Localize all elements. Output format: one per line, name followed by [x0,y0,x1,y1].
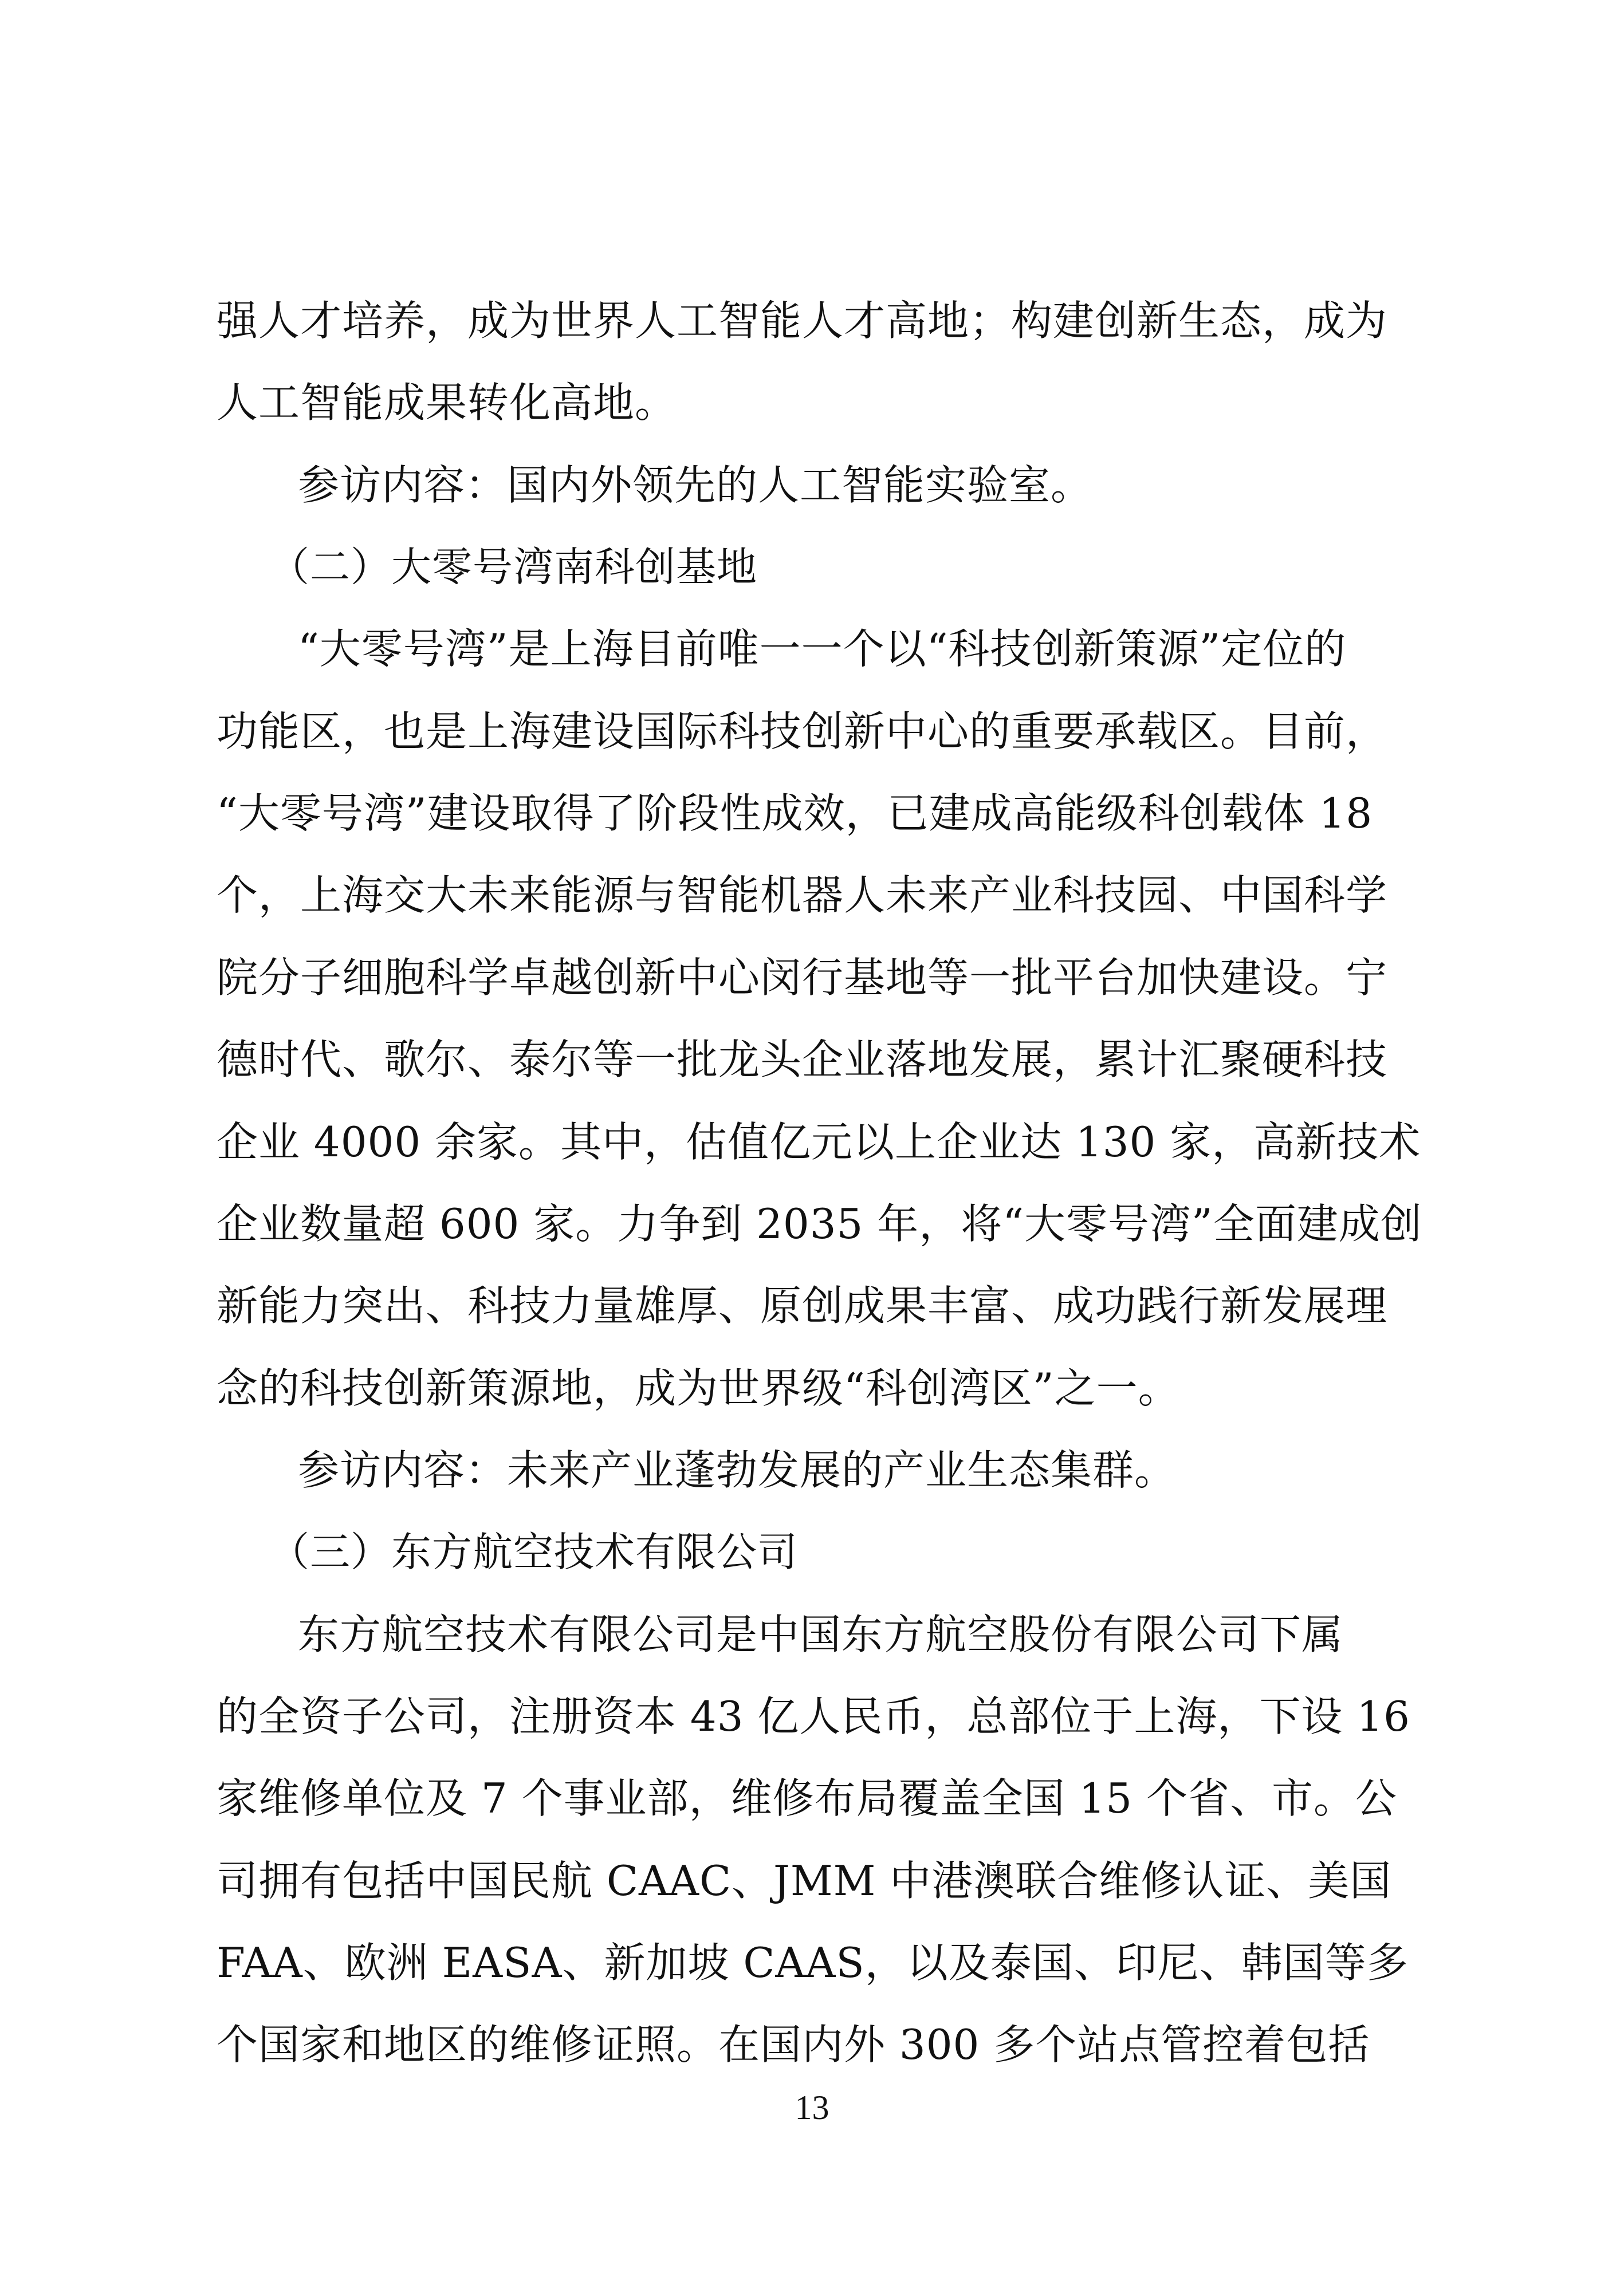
text-line: 参访内容：国内外领先的人工智能实验室。 [298,461,1093,509]
text-line: 院分子细胞科学卓越创新中心闵行基地等一批平台加快建设。宁 [217,954,1388,1002]
section-heading: （二）大零号湾南科创基地 [269,544,757,590]
page-number: 13 [795,2089,829,2126]
text-line: 参访内容：未来产业蓬勃发展的产业生态集群。 [298,1446,1177,1494]
text-line: 新能力突出、科技力量雄厚、原创成果丰富、成功践行新发展理 [217,1282,1388,1330]
text-line: 个，上海交大未来能源与智能机器人未来产业科技园、中国科学 [217,871,1388,919]
text-line: 念的科技创新策源地，成为世界级“科创湾区”之一。 [217,1364,1180,1412]
text-line: 功能区，也是上海建设国际科技创新中心的重要承载区。目前， [217,707,1388,755]
text-line: 德时代、歌尔、泰尔等一批龙头企业落地发展，累计汇聚硬科技 [217,1035,1388,1084]
text-line: 个国家和地区的维修证照。在国内外 300 多个站点管控着包括 [217,2021,1370,2069]
text-line: 司拥有包括中国民航 CAAC、JMM 中港澳联合维修认证、美国 [217,1857,1392,1905]
text-line: “大零号湾”是上海目前唯一一个以“科技创新策源”定位的 [298,625,1347,673]
text-line: 企业 4000 余家。其中，估值亿元以上企业达 130 家，高新技术 [217,1118,1421,1166]
text-line: 人工智能成果转化高地。 [217,379,677,427]
text-line: 强人才培养，成为世界人工智能人才高地；构建创新生态，成为 [217,297,1388,345]
text-line: FAA、欧洲 EASA、新加坡 CAAS，以及泰国、印尼、韩国等多 [217,1939,1409,1987]
text-line: “大零号湾”建设取得了阶段性成效，已建成高能级科创载体 18 [217,789,1373,837]
text-line: 东方航空技术有限公司是中国东方航空股份有限公司下属 [298,1610,1344,1659]
text-line: 的全资子公司，注册资本 43 亿人民币，总部位于上海，下设 16 [217,1692,1410,1740]
section-heading: （三）东方航空技术有限公司 [269,1529,798,1576]
text-line: 家维修单位及 7 个事业部，维修布局覆盖全国 15 个省、市。公 [217,1774,1397,1822]
text-line: 企业数量超 600 家。力争到 2035 年，将“大零号湾”全面建成创 [217,1200,1422,1248]
